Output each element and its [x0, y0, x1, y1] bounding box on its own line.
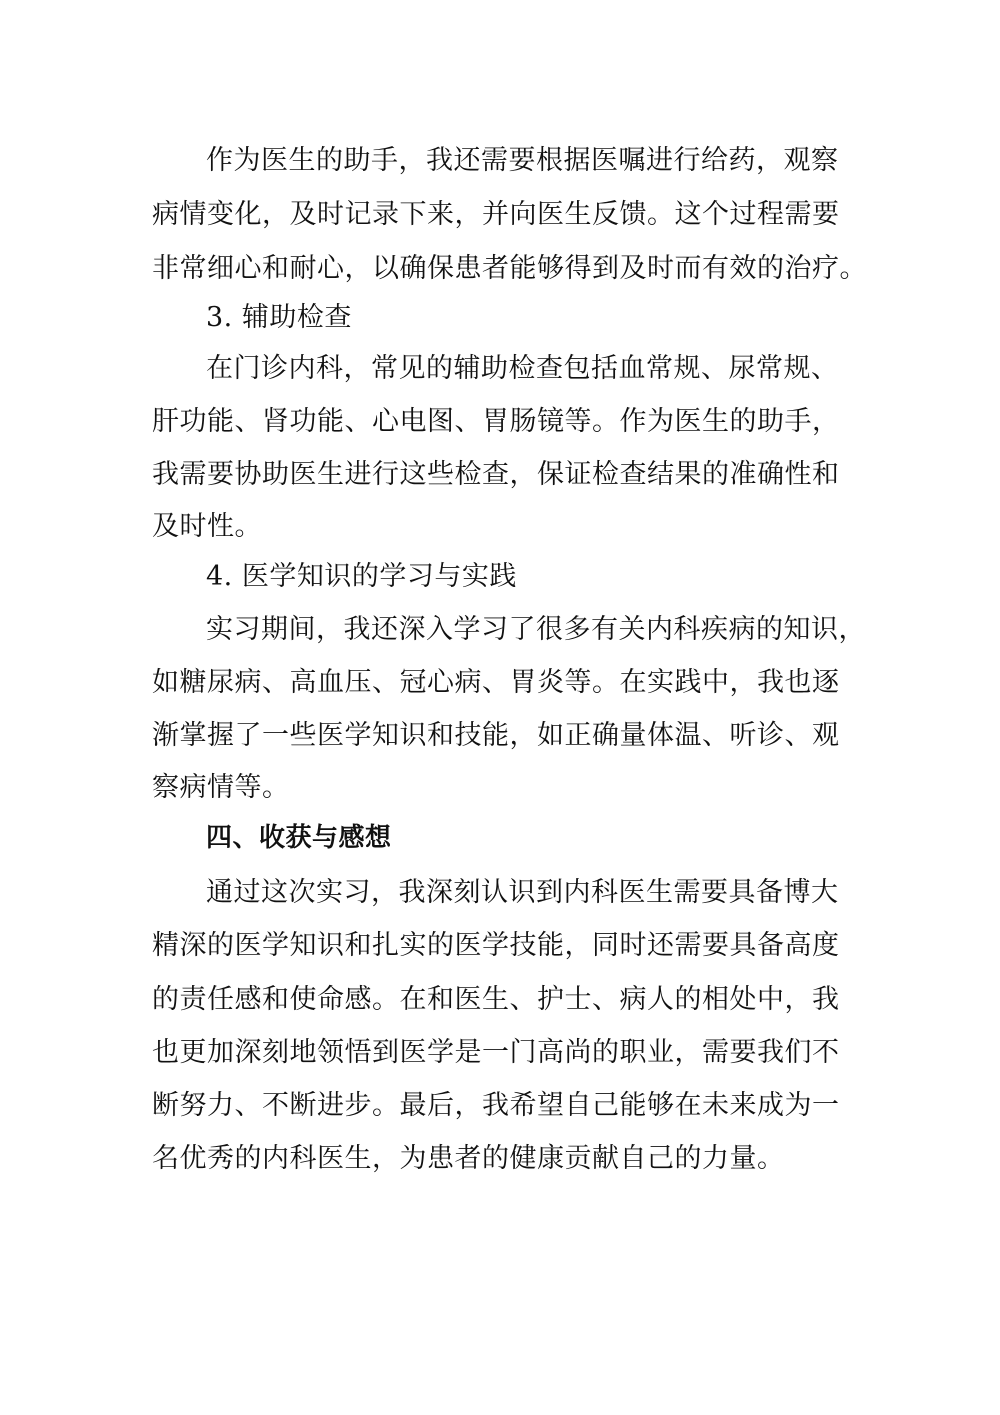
paragraph-line: 病情变化，及时记录下来，并向医生反馈。这个过程需要 [152, 199, 840, 230]
paragraph-line: 也更加深刻地领悟到医学是一门高尚的职业，需要我们不 [152, 1037, 840, 1068]
paragraph-line: 渐掌握了一些医学知识和技能，如正确量体温、听诊、观 [152, 720, 840, 751]
paragraph-line: 察病情等。 [152, 772, 290, 803]
paragraph-line: 非常细心和耐心，以确保患者能够得到及时而有效的治疗。 [152, 253, 867, 284]
paragraph-line: 如糖尿病、高血压、冠心病、胃炎等。在实践中，我也逐 [152, 667, 840, 698]
subheading-medical-knowledge: 4. 医学知识的学习与实践 [206, 561, 517, 592]
section-heading: 四、收获与感想 [206, 823, 392, 853]
paragraph-line: 在门诊内科，常见的辅助检查包括血常规、尿常规、 [206, 353, 839, 384]
paragraph-line: 作为医生的助手，我还需要根据医嘱进行给药，观察 [206, 145, 839, 176]
paragraph-line: 精深的医学知识和扎实的医学技能，同时还需要具备高度 [152, 930, 840, 961]
paragraph-line: 断努力、不断进步。最后，我希望自己能够在未来成为一 [152, 1090, 840, 1121]
paragraph-line: 肝功能、肾功能、心电图、胃肠镜等。作为医生的助手， [152, 406, 840, 437]
paragraph-line: 我需要协助医生进行这些检查，保证检查结果的准确性和 [152, 459, 840, 490]
paragraph-line: 及时性。 [152, 511, 262, 542]
paragraph-line: 实习期间，我还深入学习了很多有关内科疾病的知识， [206, 614, 866, 645]
paragraph-line: 通过这次实习，我深刻认识到内科医生需要具备博大 [206, 877, 839, 908]
paragraph-line: 的责任感和使命感。在和医生、护士、病人的相处中，我 [152, 984, 840, 1015]
paragraph-line: 名优秀的内科医生，为患者的健康贡献自己的力量。 [152, 1143, 785, 1174]
subheading-auxiliary-exams: 3. 辅助检查 [206, 302, 352, 333]
